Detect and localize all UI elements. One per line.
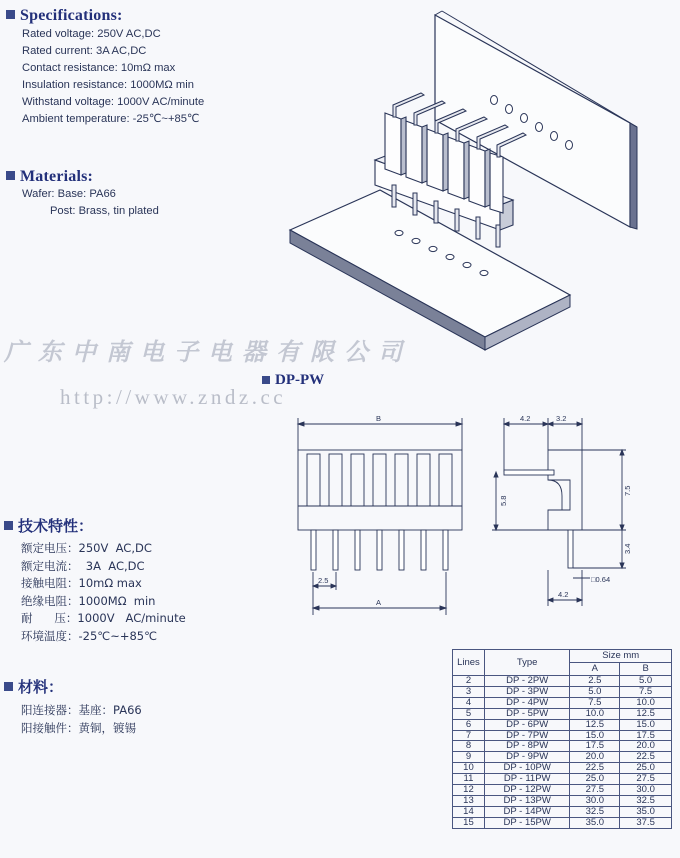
- table-row: [453, 697, 672, 708]
- square-bullet-icon: [4, 682, 13, 691]
- spec-withstand-voltage: Withstand voltage: 1000V AC/minute: [22, 96, 205, 108]
- cell-type: DP - 6PW: [484, 719, 570, 730]
- cell-a: 20.0: [570, 752, 620, 763]
- cell-lines: 8: [453, 741, 485, 752]
- side-right-bottom-label: 3.4: [623, 543, 632, 554]
- cn-spec-withstand-voltage: 耐 压：1000V AC/minute: [21, 611, 186, 625]
- cell-a: 30.0: [570, 795, 620, 806]
- square-bullet-icon: [262, 376, 270, 384]
- specifications-heading: [6, 7, 123, 25]
- front-view-drawing: [290, 410, 470, 620]
- materials-post: Post: Brass, tin plated: [22, 205, 159, 217]
- cell-type: DP - 15PW: [484, 817, 570, 828]
- cell-type: DP - 11PW: [484, 774, 570, 785]
- cell-lines: 11: [453, 774, 485, 785]
- cell-a: 25.0: [570, 774, 620, 785]
- cell-b: 35.0: [620, 806, 672, 817]
- cell-b: 17.5: [620, 730, 672, 741]
- materials-wafer: Wafer: Base: PA66: [22, 188, 116, 200]
- product-title: [262, 372, 324, 389]
- cell-b: 32.5: [620, 795, 672, 806]
- cell-a: 10.0: [570, 708, 620, 719]
- table-row: [453, 795, 672, 806]
- size-table: [452, 649, 672, 829]
- cell-type: DP - 10PW: [484, 763, 570, 774]
- side-right-top-label: 7.5: [623, 485, 632, 496]
- product-title-text: DP-PW: [275, 372, 325, 388]
- materials-title: Materials:: [20, 168, 94, 185]
- materials-list: [22, 186, 159, 220]
- side-housing: [548, 450, 582, 530]
- cell-type: DP - 5PW: [484, 708, 570, 719]
- cell-b: 30.0: [620, 785, 672, 796]
- spec-ambient-temperature: Ambient temperature: -25℃~+85℃: [22, 113, 200, 125]
- side-view-drawing: [490, 410, 640, 620]
- table-row: [453, 752, 672, 763]
- cell-a: 17.5: [570, 741, 620, 752]
- cn-specs-list: [21, 540, 186, 645]
- table-row: [453, 686, 672, 697]
- header-a: A: [570, 663, 620, 676]
- side-height-label: 5.8: [499, 495, 508, 506]
- cell-type: DP - 7PW: [484, 730, 570, 741]
- cell-b: 15.0: [620, 719, 672, 730]
- header-b: B: [620, 663, 672, 676]
- cell-b: 25.0: [620, 763, 672, 774]
- pin-square-label: □0.64: [591, 575, 611, 584]
- cell-b: 37.5: [620, 817, 672, 828]
- specifications-title: Specifications:: [20, 7, 123, 24]
- horizontal-pcb-board: [290, 190, 570, 350]
- spec-contact-resistance: Contact resistance: 10mΩ max: [22, 62, 176, 74]
- cell-type: DP - 12PW: [484, 785, 570, 796]
- table-row: [453, 730, 672, 741]
- cn-spec-rated-voltage: 额定电压：250V AC,DC: [21, 541, 152, 555]
- cn-spec-ambient-temperature: 环境温度：-25℃~+85℃: [21, 628, 158, 643]
- cn-materials-title: 材料：: [18, 678, 64, 696]
- cell-lines: 14: [453, 806, 485, 817]
- cell-b: 7.5: [620, 686, 672, 697]
- cell-lines: 6: [453, 719, 485, 730]
- cell-lines: 4: [453, 697, 485, 708]
- connector-isometric-illustration: [285, 5, 645, 355]
- cell-type: DP - 14PW: [484, 806, 570, 817]
- cell-lines: 9: [453, 752, 485, 763]
- table-row: [453, 708, 672, 719]
- cn-spec-rated-current: 额定电流： 3A AC,DC: [21, 558, 145, 573]
- cell-lines: 7: [453, 730, 485, 741]
- cell-a: 7.5: [570, 697, 620, 708]
- front-housing: [298, 450, 462, 530]
- side-bottom-label: 4.2: [558, 590, 569, 599]
- table-row: [453, 741, 672, 752]
- cell-lines: 12: [453, 785, 485, 796]
- materials-heading: [6, 168, 93, 186]
- table-row: [453, 719, 672, 730]
- cell-type: DP - 13PW: [484, 795, 570, 806]
- dimension-b-label: B: [376, 414, 382, 423]
- cell-b: 22.5: [620, 752, 672, 763]
- cell-a: 22.5: [570, 763, 620, 774]
- cell-lines: 5: [453, 708, 485, 719]
- cell-b: 12.5: [620, 708, 672, 719]
- cell-type: DP - 3PW: [484, 686, 570, 697]
- cell-lines: 15: [453, 817, 485, 828]
- pitch-label: 2.5: [318, 576, 329, 585]
- cell-b: 20.0: [620, 741, 672, 752]
- cn-materials-heading: [4, 676, 63, 697]
- cell-a: 12.5: [570, 719, 620, 730]
- cell-lines: 10: [453, 763, 485, 774]
- header-type: Type: [484, 650, 570, 676]
- specifications-list: [22, 26, 204, 128]
- cell-type: DP - 4PW: [484, 697, 570, 708]
- cn-materials-wafer: 阳连接器：基座：PA66: [21, 703, 142, 717]
- cn-materials-contact: 阳接触件：黄铜，镀锡: [21, 720, 136, 735]
- cn-specs-heading: [4, 515, 93, 536]
- cell-a: 27.5: [570, 785, 620, 796]
- table-row: [453, 763, 672, 774]
- cell-b: 10.0: [620, 697, 672, 708]
- spec-rated-current: Rated current: 3A AC,DC: [22, 45, 147, 57]
- cell-a: 35.0: [570, 817, 620, 828]
- cell-a: 15.0: [570, 730, 620, 741]
- company-watermark: 广东中南电子电器有限公司: [4, 337, 412, 366]
- url-watermark: http://www.zndz.cc: [60, 385, 287, 409]
- table-row: [453, 806, 672, 817]
- dimension-a-label: A: [376, 598, 382, 607]
- table-row: [453, 785, 672, 796]
- cn-materials-list: [21, 702, 142, 737]
- square-bullet-icon: [4, 521, 13, 530]
- square-bullet-icon: [6, 10, 15, 19]
- table-row: [453, 676, 672, 687]
- cn-specs-title: 技术特性：: [18, 517, 94, 535]
- cell-lines: 3: [453, 686, 485, 697]
- cell-type: DP - 8PW: [484, 741, 570, 752]
- cell-b: 27.5: [620, 774, 672, 785]
- header-size: Size mm: [570, 650, 672, 663]
- cell-a: 2.5: [570, 676, 620, 687]
- side-top-left-label: 4.2: [520, 414, 531, 423]
- spec-insulation-resistance: Insulation resistance: 1000MΩ min: [22, 79, 194, 91]
- table-row: [453, 774, 672, 785]
- side-top-right-label: 3.2: [556, 414, 567, 423]
- header-lines: Lines: [453, 650, 485, 676]
- cell-a: 32.5: [570, 806, 620, 817]
- cn-spec-insulation-resistance: 绝缘电阻：1000MΩ min: [21, 593, 156, 608]
- cell-type: DP - 2PW: [484, 676, 570, 687]
- square-bullet-icon: [6, 171, 15, 180]
- cell-lines: 13: [453, 795, 485, 806]
- cell-a: 5.0: [570, 686, 620, 697]
- cn-spec-contact-resistance: 接触电阻：10mΩ max: [21, 576, 142, 590]
- spec-rated-voltage: Rated voltage: 250V AC,DC: [22, 28, 161, 40]
- table-row: [453, 817, 672, 828]
- cell-type: DP - 9PW: [484, 752, 570, 763]
- cell-b: 5.0: [620, 676, 672, 687]
- cell-lines: 2: [453, 676, 485, 687]
- size-table-body: [453, 676, 672, 829]
